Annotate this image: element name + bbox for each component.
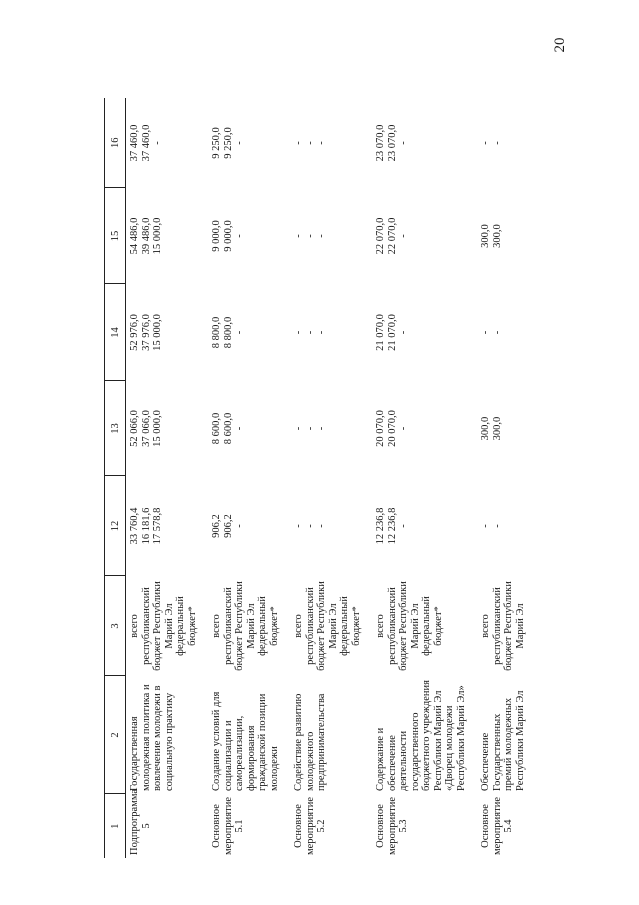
program-code: Основное мероприятие 5.2 <box>293 797 327 855</box>
amount-value: 54 486,0 <box>129 217 140 255</box>
amount-value: 8 600,0 <box>211 412 222 445</box>
amount-value: 9 250,0 <box>211 127 222 159</box>
program-code: Основное мероприятие 5.3 <box>375 797 409 855</box>
amount-cell-y12 <box>126 476 209 576</box>
funding-source-label: федеральный бюджет* <box>421 596 444 656</box>
amount-value: - <box>304 141 316 145</box>
budget-table <box>104 98 536 858</box>
amount-cell-y14 <box>477 284 536 381</box>
amount-value: - <box>304 330 316 335</box>
amount-value: - <box>316 524 327 528</box>
amount-cell-y15 <box>126 188 209 284</box>
amount-cell-y16 <box>290 98 372 188</box>
amount-cell-y14 <box>208 284 290 381</box>
amount-value: 12 236,8 <box>375 507 386 545</box>
amount-cell-y15 <box>208 188 290 284</box>
amount-value: 20 070,0 <box>386 410 398 447</box>
amount-value: - <box>398 426 409 431</box>
amount-cell-y16 <box>372 98 477 188</box>
amount-value: 8 600,0 <box>222 412 234 445</box>
amount-value: - <box>491 141 503 145</box>
funding-source-label: республиканский бюджет Республики Марий Эл <box>222 581 257 671</box>
amount-value: 906,2 <box>222 514 234 538</box>
column-header-2: 2 <box>105 676 126 794</box>
amount-value: - <box>152 141 163 145</box>
funding-source-label: федеральный бюджет* <box>257 596 280 656</box>
column-header-7: 15 <box>105 188 126 284</box>
amount-value: - <box>398 234 409 238</box>
amount-value: - <box>398 330 409 335</box>
amount-cell-y14 <box>126 284 209 381</box>
amount-value: 52 976,0 <box>129 314 140 351</box>
amount-value: 37 976,0 <box>140 314 152 351</box>
column-header-6: 14 <box>105 284 126 381</box>
amount-value: - <box>316 426 327 431</box>
amount-value: 20 070,0 <box>375 410 386 447</box>
amount-value: 15 000,0 <box>152 217 163 255</box>
funding-source-label: всего <box>293 614 304 638</box>
amount-value: - <box>480 141 491 145</box>
column-header-8: 16 <box>105 98 126 188</box>
amount-value: 300,0 <box>480 224 491 248</box>
funding-source-label: федеральный бюджет* <box>175 596 198 656</box>
amount-value: 8 800,0 <box>211 316 222 349</box>
funding-sources <box>372 576 477 676</box>
amount-cell-y16 <box>477 98 536 188</box>
table-row <box>126 98 209 858</box>
program-code: Основное мероприятие 5.4 <box>480 797 514 855</box>
page-number: 20 <box>552 37 568 53</box>
amount-value: 300,0 <box>480 416 491 441</box>
amount-value: 22 070,0 <box>386 217 398 255</box>
amount-value: 39 486,0 <box>140 217 152 255</box>
amount-value: 37 460,0 <box>140 124 152 162</box>
table-row <box>290 98 372 858</box>
amount-value: - <box>398 524 409 528</box>
amount-value: - <box>304 234 316 238</box>
column-header-3: 3 <box>105 576 126 676</box>
amount-value: 17 578,8 <box>152 507 163 545</box>
amount-cell-y13 <box>290 381 372 476</box>
amount-value: - <box>234 141 245 145</box>
column-header-4: 12 <box>105 476 126 576</box>
table-row <box>208 98 290 858</box>
amount-value: 37 066,0 <box>140 410 152 447</box>
amount-cell-y13 <box>477 381 536 476</box>
amount-value: - <box>234 330 245 335</box>
amount-value: 21 070,0 <box>386 314 398 351</box>
budget-table-sheet <box>104 98 624 858</box>
amount-value: - <box>304 524 316 528</box>
funding-source-label: республиканский бюджет Республики Марий Эл <box>304 581 339 671</box>
program-name: Обеспечение Государственных премий молодежных Республики Марий Эл <box>480 690 526 791</box>
amount-cell-y12 <box>290 476 372 576</box>
amount-value: - <box>304 426 316 431</box>
amount-value: - <box>234 524 245 528</box>
amount-value: 22 070,0 <box>375 217 386 255</box>
amount-value: 12 236,8 <box>386 507 398 545</box>
amount-cell-y12 <box>477 476 536 576</box>
amount-cell-y12 <box>208 476 290 576</box>
amount-value: 15 000,0 <box>152 314 163 351</box>
amount-value: 9 250,0 <box>222 127 234 159</box>
amount-value: - <box>316 141 327 145</box>
amount-cell-y12 <box>372 476 477 576</box>
amount-value: 300,0 <box>491 416 503 441</box>
table-row <box>372 98 477 858</box>
program-name: Содержание и обеспечение деятельности государственного бюджетного учреждения Республики Марий Эл «Дворец молодежи Республики Марий Эл» <box>375 680 467 791</box>
funding-sources <box>208 576 290 676</box>
amount-value: - <box>234 426 245 431</box>
amount-value: 8 800,0 <box>222 316 234 349</box>
amount-value: 906,2 <box>211 514 222 538</box>
column-header-5: 13 <box>105 381 126 476</box>
amount-value: - <box>316 330 327 335</box>
amount-cell-y14 <box>290 284 372 381</box>
program-name: Содействие развитию молодежного предпринимательства <box>293 693 327 791</box>
amount-cell-y13 <box>372 381 477 476</box>
table-body <box>126 98 537 858</box>
amount-value: - <box>293 524 304 528</box>
amount-value: - <box>480 330 491 335</box>
table-row <box>477 98 536 858</box>
amount-value: 33 760,4 <box>129 507 140 545</box>
amount-cell-y14 <box>372 284 477 381</box>
program-code: Основное мероприятие 5.1 <box>211 797 245 855</box>
funding-source-label: федеральный бюджет* <box>339 596 362 656</box>
program-name: Создание условий для социализации и самореализации, формирования гражданской позиции молодежи <box>211 691 280 791</box>
funding-sources <box>126 576 209 676</box>
amount-cell-y13 <box>126 381 209 476</box>
amount-value: 52 066,0 <box>129 410 140 447</box>
funding-source-label: всего <box>211 614 222 638</box>
amount-value: - <box>480 524 491 528</box>
header-row <box>105 98 126 858</box>
amount-cell-y15 <box>372 188 477 284</box>
amount-value: - <box>293 330 304 335</box>
amount-cell-y15 <box>477 188 536 284</box>
amount-value: 9 000,0 <box>222 220 234 252</box>
amount-value: - <box>491 524 503 528</box>
funding-source-label: всего <box>129 614 140 638</box>
amount-value: - <box>234 234 245 238</box>
amount-cell-y16 <box>126 98 209 188</box>
amount-value: 23 070,0 <box>375 124 386 162</box>
funding-source-label: всего <box>480 614 491 638</box>
funding-sources <box>477 576 536 676</box>
amount-value: - <box>293 426 304 431</box>
amount-value: 23 070,0 <box>386 124 398 162</box>
amount-value: 9 000,0 <box>211 220 222 252</box>
funding-source-label: республиканский бюджет Республики Марий Эл <box>491 581 526 671</box>
amount-cell-y15 <box>290 188 372 284</box>
funding-sources <box>290 576 372 676</box>
amount-cell-y16 <box>208 98 290 188</box>
amount-value: 300,0 <box>491 224 503 248</box>
amount-value: 37 460,0 <box>129 124 140 162</box>
amount-cell-y13 <box>208 381 290 476</box>
amount-value: - <box>398 141 409 145</box>
program-code: Подпрограмма 5 <box>129 788 152 855</box>
funding-source-label: республиканский бюджет Республики Марий Эл <box>386 581 421 671</box>
column-header-1: 1 <box>105 794 126 858</box>
amount-value: - <box>491 330 503 335</box>
funding-source-label: всего <box>375 614 386 638</box>
funding-source-label: республиканский бюджет Республики Марий Эл <box>140 581 175 671</box>
amount-value: - <box>316 234 327 238</box>
amount-value: - <box>293 234 304 238</box>
program-name: Государственная молодежная политика и вовлечение молодежи в социальную практику <box>129 684 175 791</box>
amount-value: 15 000,0 <box>152 410 163 447</box>
amount-value: - <box>293 141 304 145</box>
amount-value: 16 181,6 <box>140 507 152 545</box>
amount-value: 21 070,0 <box>375 314 386 351</box>
